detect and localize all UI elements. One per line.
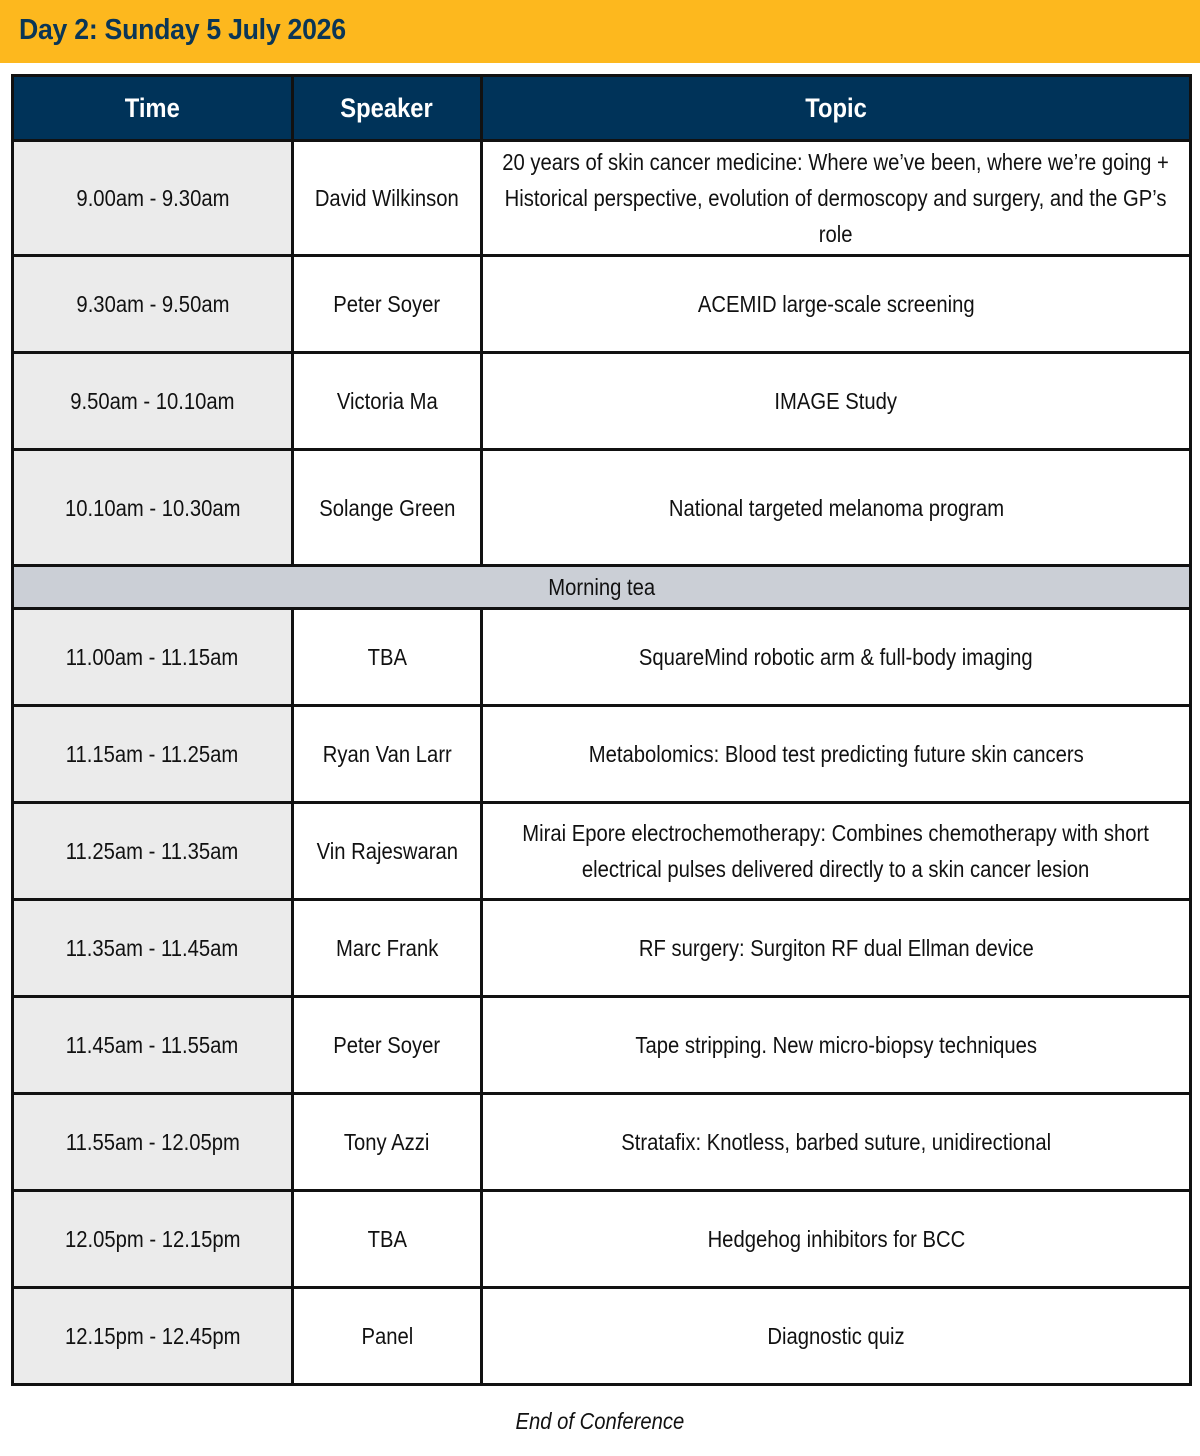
time-cell: 12.15pm - 12.45pm [13, 1288, 293, 1385]
break-row [13, 566, 1191, 609]
schedule-table [11, 74, 1192, 1386]
topic-cell: Tape stripping. New micro-biopsy techniques [482, 997, 1191, 1094]
column-header-speaker: Speaker [293, 76, 482, 141]
speaker-cell: Ryan Van Larr [293, 706, 482, 803]
time-cell: 10.10am - 10.30am [13, 450, 293, 566]
speaker-cell: Solange Green [293, 450, 482, 566]
time-cell: 9.00am - 9.30am [13, 141, 293, 256]
table-row [13, 450, 1191, 566]
topic-cell: Metabolomics: Blood test predicting future skin cancers [482, 706, 1191, 803]
time-cell: 11.45am - 11.55am [13, 997, 293, 1094]
topic-cell: Hedgehog inhibitors for BCC [482, 1191, 1191, 1288]
day-banner [0, 0, 1200, 63]
speaker-cell: Victoria Ma [293, 353, 482, 450]
table-row [13, 609, 1191, 706]
topic-cell: RF surgery: Surgiton RF dual Ellman device [482, 900, 1191, 997]
topic-cell: Diagnostic quiz [482, 1288, 1191, 1385]
speaker-cell: Tony Azzi [293, 1094, 482, 1191]
topic-cell: Stratafix: Knotless, barbed suture, unidirectional [482, 1094, 1191, 1191]
table-row [13, 900, 1191, 997]
topic-cell: 20 years of skin cancer medicine: Where we’ve been, where we’re going + Historical perspective, evolution of dermoscopy and surgery, and the GP’s role [482, 141, 1191, 256]
time-cell: 11.25am - 11.35am [13, 803, 293, 900]
table-row [13, 256, 1191, 353]
speaker-cell: Panel [293, 1288, 482, 1385]
table-row [13, 1191, 1191, 1288]
topic-cell: ACEMID large-scale screening [482, 256, 1191, 353]
topic-cell: SquareMind robotic arm & full-body imaging [482, 609, 1191, 706]
table-row [13, 353, 1191, 450]
speaker-cell: David Wilkinson [293, 141, 482, 256]
table-row [13, 1094, 1191, 1191]
morning-tea-label: Morning tea [13, 566, 1191, 609]
topic-cell: IMAGE Study [482, 353, 1191, 450]
table-header-row [13, 76, 1191, 141]
speaker-cell: Marc Frank [293, 900, 482, 997]
speaker-cell: TBA [293, 609, 482, 706]
table-row [13, 1288, 1191, 1385]
time-cell: 11.15am - 11.25am [13, 706, 293, 803]
end-of-conference-note: End of Conference [515, 1408, 685, 1434]
speaker-cell: Peter Soyer [293, 997, 482, 1094]
time-cell: 11.35am - 11.45am [13, 900, 293, 997]
time-cell: 9.50am - 10.10am [13, 353, 293, 450]
page-title: Day 2: Sunday 5 July 2026 [19, 14, 346, 46]
speaker-cell: Peter Soyer [293, 256, 482, 353]
table-row [13, 803, 1191, 900]
column-header-topic: Topic [482, 76, 1191, 141]
topic-cell: Mirai Epore electrochemotherapy: Combines chemotherapy with short electrical pulses delivered directly to a skin cancer lesion [482, 803, 1191, 900]
topic-cell: National targeted melanoma program [482, 450, 1191, 566]
table-row [13, 997, 1191, 1094]
table-row [13, 706, 1191, 803]
time-cell: 9.30am - 9.50am [13, 256, 293, 353]
time-cell: 11.00am - 11.15am [13, 609, 293, 706]
table-row [13, 141, 1191, 256]
time-cell: 11.55am - 12.05pm [13, 1094, 293, 1191]
speaker-cell: TBA [293, 1191, 482, 1288]
time-cell: 12.05pm - 12.15pm [13, 1191, 293, 1288]
column-header-time: Time [13, 76, 293, 141]
speaker-cell: Vin Rajeswaran [293, 803, 482, 900]
